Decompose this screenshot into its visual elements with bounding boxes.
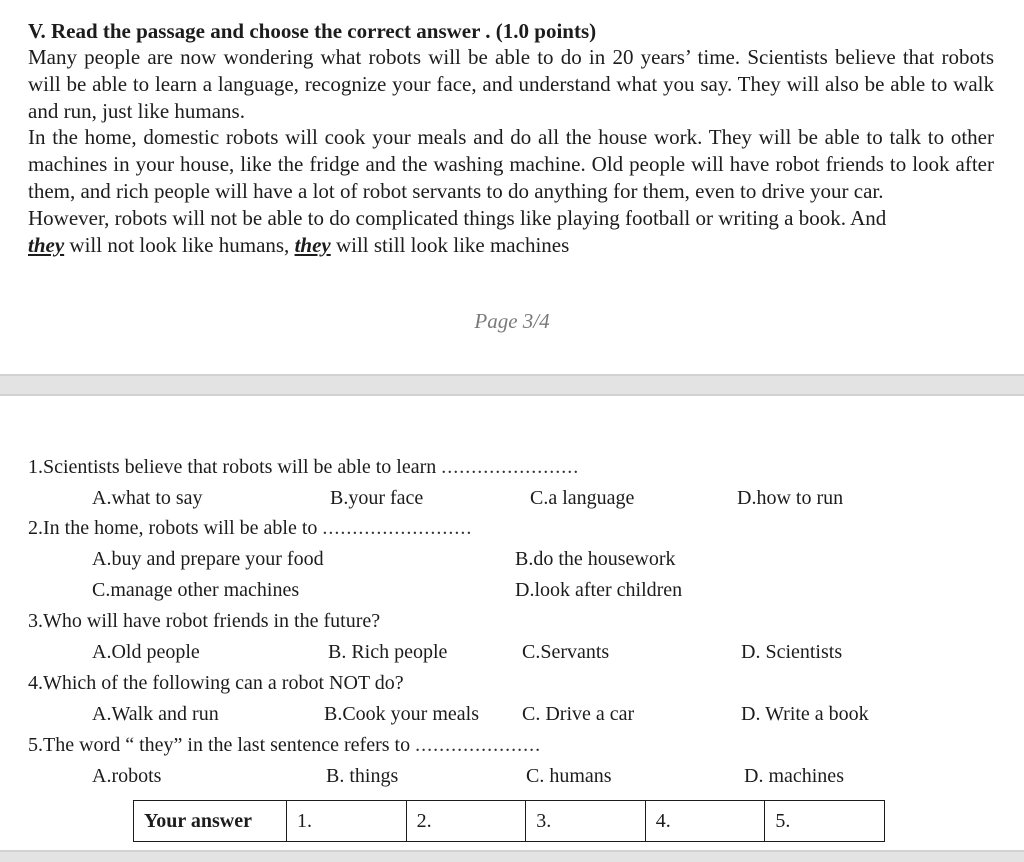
page-number: Page 3/4 [474, 309, 550, 333]
option-5d: D. machines [744, 765, 844, 787]
option-3d: D. Scientists [741, 641, 843, 663]
option-2d: D.look after children [515, 579, 683, 601]
question-2-text: 2.In the home, robots will be able to [28, 517, 318, 539]
answer-table [133, 800, 885, 842]
answer-blank: ....................... [441, 456, 580, 478]
reading-passage [28, 44, 994, 258]
option-5b: B. things [326, 765, 399, 787]
underlined-they-1: they [28, 232, 65, 257]
option-3a: A.Old people [92, 641, 200, 663]
answer-cell-5[interactable]: 5. [765, 801, 885, 842]
option-1b: B.your face [330, 487, 424, 509]
option-2c: C.manage other machines [92, 579, 300, 601]
option-4c: C. Drive a car [522, 703, 635, 725]
option-1a: A.what to say [92, 487, 203, 509]
question-1-text: 1.Scientists believe that robots will be able to learn [28, 456, 437, 478]
page-separator [0, 374, 1024, 396]
passage-p3-start: However, robots will not be able to do complicated things like playing football or writing a book. And [28, 205, 887, 230]
question-4: 4.Which of the following can a robot NOT do? [28, 672, 404, 694]
option-3c: C.Servants [522, 641, 610, 663]
option-1c: C.a language [530, 487, 635, 509]
option-2b: B.do the housework [515, 548, 676, 570]
passage-p3-end: will still look like machines [335, 232, 570, 257]
page-separator-bottom [0, 850, 1024, 862]
question-3: 3.Who will have robot friends in the future? [28, 610, 381, 632]
answer-row [134, 801, 885, 842]
question-5-text: 5.The word “ they” in the last sentence refers to [28, 734, 411, 756]
passage-p3-mid: will not look like humans, [69, 232, 290, 257]
answer-cell-3[interactable]: 3. [526, 801, 646, 842]
option-2a: A.buy and prepare your food [92, 548, 324, 570]
answer-blank: ......................... [322, 517, 473, 539]
answer-cell-4[interactable]: 4. [645, 801, 765, 842]
option-4d: D. Write a book [741, 703, 869, 725]
option-4a: A.Walk and run [92, 703, 219, 725]
section-heading: V. Read the passage and choose the correct answer . (1.0 points) [28, 19, 597, 43]
option-1d: D.how to run [737, 487, 844, 509]
question-5 [28, 733, 541, 757]
passage-paragraph-3 [28, 205, 994, 259]
answer-cell-2[interactable]: 2. [406, 801, 526, 842]
question-2 [28, 516, 472, 540]
option-5c: C. humans [526, 765, 612, 787]
passage-paragraph-2: In the home, domestic robots will cook your meals and do all the house work. They will be able to talk to other machines in your house, like the fridge and the washing machine. Old people will have robot friends to look after them, and rich people will have a lot of robot servants to do anything for them, even to drive your car. [28, 125, 994, 203]
option-5a: A.robots [92, 765, 162, 787]
option-3b: B. Rich people [328, 641, 448, 663]
answer-cell-1[interactable]: 1. [287, 801, 407, 842]
underlined-they-2: they [294, 232, 331, 257]
answer-blank: ..................... [415, 734, 542, 756]
passage-paragraph-1: Many people are now wondering what robots will be able to do in 20 years’ time. Scientists believe that robots will be able to learn a language, recognize your face, and understand what you say. They will also be able to walk and run, just like humans. [28, 45, 994, 123]
question-1 [28, 455, 579, 479]
answer-table-label: Your answer [134, 801, 287, 842]
option-4b: B.Cook your meals [324, 703, 479, 725]
